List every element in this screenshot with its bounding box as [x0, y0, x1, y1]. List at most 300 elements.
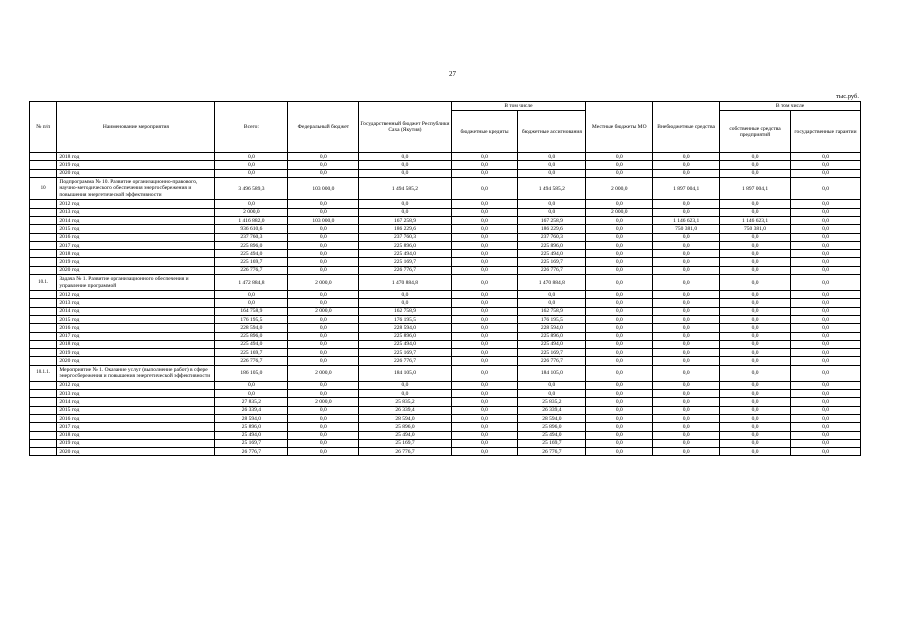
table-row: [30, 381, 861, 389]
row-number: [30, 258, 57, 266]
row-number: [30, 266, 57, 274]
row-value: 0,0: [586, 291, 653, 299]
row-value: 0,0: [791, 340, 861, 348]
row-name: 2013 год: [57, 299, 215, 307]
table-row: [30, 365, 861, 381]
row-value: 0,0: [518, 299, 586, 307]
row-value: 0,0: [720, 324, 791, 332]
row-name: 2016 год: [57, 233, 215, 241]
row-value: 0,0: [791, 216, 861, 224]
row-value: 0,0: [451, 398, 518, 406]
row-value: 0,0: [586, 307, 653, 315]
row-value: 186 229,6: [359, 225, 451, 233]
row-value: 0,0: [288, 340, 359, 348]
row-value: 0,0: [653, 233, 720, 241]
table-row: [30, 250, 861, 258]
header-guarantees: государственные гарантии: [791, 111, 861, 153]
row-value: 0,0: [791, 208, 861, 216]
row-value: 0,0: [586, 365, 653, 381]
row-value: 0,0: [215, 291, 288, 299]
table-row: [30, 315, 861, 323]
row-value: 226 776,7: [359, 357, 451, 365]
row-number: [30, 332, 57, 340]
row-value: 0,0: [518, 381, 586, 389]
row-value: 0,0: [288, 208, 359, 216]
row-value: 0,0: [451, 291, 518, 299]
row-value: 0,0: [653, 275, 720, 291]
row-value: 0,0: [653, 258, 720, 266]
row-value: 0,0: [586, 448, 653, 456]
row-value: 2 000,0: [586, 177, 653, 200]
row-value: 0,0: [653, 250, 720, 258]
row-value: 0,0: [288, 153, 359, 161]
row-value: 228 594,0: [518, 324, 586, 332]
row-value: 0,0: [653, 381, 720, 389]
row-value: 0,0: [586, 153, 653, 161]
row-value: 0,0: [586, 357, 653, 365]
row-number: [30, 448, 57, 456]
row-value: 0,0: [720, 340, 791, 348]
header-federal: Федеральный бюджет: [288, 102, 359, 153]
row-value: 0,0: [288, 332, 359, 340]
row-value: 0,0: [720, 233, 791, 241]
header-own: собственные средства предприятий: [720, 111, 791, 153]
row-value: 0,0: [518, 291, 586, 299]
row-value: 0,0: [518, 200, 586, 208]
row-number: [30, 324, 57, 332]
row-value: 25 835,2: [359, 398, 451, 406]
row-name: 2015 год: [57, 406, 215, 414]
header-local: Местные бюджеты МО: [586, 102, 653, 153]
row-value: 0,0: [791, 200, 861, 208]
row-value: 0,0: [653, 423, 720, 431]
row-value: 0,0: [791, 439, 861, 447]
row-value: 225 896,0: [518, 332, 586, 340]
row-value: 0,0: [451, 299, 518, 307]
row-value: 167 258,9: [518, 216, 586, 224]
row-value: 0,0: [586, 431, 653, 439]
unit-label: тыс.руб.: [836, 93, 859, 100]
table-row: [30, 398, 861, 406]
row-value: 0,0: [288, 299, 359, 307]
row-value: 0,0: [791, 414, 861, 422]
row-name: Задача № 1. Развитие организационного обеспечения и управление программой: [57, 275, 215, 291]
table-row: [30, 208, 861, 216]
row-value: 1 146 623,1: [653, 216, 720, 224]
row-value: 0,0: [653, 315, 720, 323]
row-value: 0,0: [451, 390, 518, 398]
row-value: 0,0: [720, 365, 791, 381]
row-value: 0,0: [720, 307, 791, 315]
row-value: 0,0: [653, 332, 720, 340]
row-value: 0,0: [720, 414, 791, 422]
row-name: 2015 год: [57, 225, 215, 233]
row-name: 2016 год: [57, 324, 215, 332]
row-value: 0,0: [720, 357, 791, 365]
row-number: [30, 307, 57, 315]
row-value: 0,0: [518, 390, 586, 398]
row-value: 0,0: [720, 448, 791, 456]
row-value: 0,0: [720, 208, 791, 216]
row-value: 0,0: [720, 431, 791, 439]
row-value: 0,0: [720, 161, 791, 169]
row-value: 0,0: [586, 340, 653, 348]
table-row: [30, 216, 861, 224]
row-value: 750 381,0: [653, 225, 720, 233]
row-value: 0,0: [518, 169, 586, 177]
row-value: 0,0: [653, 365, 720, 381]
row-value: 0,0: [586, 332, 653, 340]
row-name: 2018 год: [57, 340, 215, 348]
row-value: 0,0: [586, 315, 653, 323]
row-value: 28 594,0: [518, 414, 586, 422]
row-value: 0,0: [586, 169, 653, 177]
row-value: 2 000,0: [288, 307, 359, 315]
row-value: 0,0: [288, 406, 359, 414]
row-value: 0,0: [451, 241, 518, 249]
row-number: [30, 225, 57, 233]
row-value: 0,0: [653, 414, 720, 422]
header-name: Наименование мероприятия: [57, 102, 215, 153]
row-value: 0,0: [451, 324, 518, 332]
row-value: 0,0: [586, 161, 653, 169]
row-value: 0,0: [359, 161, 451, 169]
row-number: 10.1.1.: [30, 365, 57, 381]
row-value: 0,0: [791, 266, 861, 274]
row-value: 0,0: [720, 169, 791, 177]
row-number: [30, 349, 57, 357]
row-value: 0,0: [288, 241, 359, 249]
row-value: 0,0: [451, 208, 518, 216]
row-value: 0,0: [215, 153, 288, 161]
row-value: 2 000,0: [288, 275, 359, 291]
row-value: 0,0: [653, 208, 720, 216]
row-value: 226 776,7: [518, 357, 586, 365]
row-name: 2014 год: [57, 216, 215, 224]
row-value: 0,0: [720, 439, 791, 447]
row-value: 0,0: [288, 161, 359, 169]
row-value: 225 169,7: [359, 258, 451, 266]
table-row: [30, 340, 861, 348]
row-value: 0,0: [451, 357, 518, 365]
row-value: 0,0: [359, 200, 451, 208]
row-value: 0,0: [653, 153, 720, 161]
row-value: 0,0: [451, 381, 518, 389]
row-value: 0,0: [215, 299, 288, 307]
row-number: [30, 390, 57, 398]
row-value: 0,0: [791, 233, 861, 241]
row-value: 0,0: [288, 357, 359, 365]
row-value: 0,0: [720, 258, 791, 266]
row-number: [30, 233, 57, 241]
row-value: 2 000,0: [215, 208, 288, 216]
row-value: 0,0: [586, 266, 653, 274]
table-row: [30, 423, 861, 431]
row-value: 26 776,7: [359, 448, 451, 456]
table-row: [30, 225, 861, 233]
row-number: [30, 200, 57, 208]
row-value: 0,0: [451, 406, 518, 414]
row-value: 0,0: [359, 169, 451, 177]
row-name: 2013 год: [57, 390, 215, 398]
row-value: 0,0: [720, 275, 791, 291]
row-value: 28 594,0: [215, 414, 288, 422]
table-row: [30, 357, 861, 365]
row-value: 162 758,9: [518, 307, 586, 315]
row-value: 0,0: [653, 439, 720, 447]
row-name: Подпрограмма № 10. Развитие организационно-правового, научно-методического обеспечения энергосбережения и повышения энергетической эффективности: [57, 177, 215, 200]
row-value: 0,0: [451, 177, 518, 200]
row-value: 0,0: [720, 153, 791, 161]
row-name: 2012 год: [57, 200, 215, 208]
table-row: [30, 177, 861, 200]
row-value: 26 339,4: [215, 406, 288, 414]
row-name: 2018 год: [57, 250, 215, 258]
row-value: 0,0: [653, 406, 720, 414]
row-name: 2020 год: [57, 357, 215, 365]
row-value: 0,0: [586, 349, 653, 357]
row-value: 0,0: [791, 390, 861, 398]
row-value: 0,0: [451, 439, 518, 447]
row-number: [30, 414, 57, 422]
row-value: 0,0: [451, 161, 518, 169]
row-value: 103 000,0: [288, 177, 359, 200]
row-value: 225 169,7: [359, 349, 451, 357]
row-number: 10.1.: [30, 275, 57, 291]
row-value: 0,0: [791, 365, 861, 381]
row-value: 103 000,0: [288, 216, 359, 224]
row-value: 0,0: [288, 423, 359, 431]
row-value: 0,0: [288, 225, 359, 233]
row-value: 0,0: [586, 275, 653, 291]
row-value: 0,0: [359, 208, 451, 216]
row-value: 0,0: [653, 307, 720, 315]
row-value: 1 494 585,2: [359, 177, 451, 200]
row-number: [30, 161, 57, 169]
row-value: 25 169,7: [215, 439, 288, 447]
row-value: 0,0: [791, 153, 861, 161]
row-value: 0,0: [720, 406, 791, 414]
row-value: 0,0: [359, 153, 451, 161]
row-value: 225 494,0: [359, 340, 451, 348]
row-number: 10: [30, 177, 57, 200]
table-row: [30, 266, 861, 274]
row-value: 0,0: [451, 258, 518, 266]
row-value: 0,0: [586, 258, 653, 266]
table-row: [30, 275, 861, 291]
row-value: 0,0: [653, 200, 720, 208]
table-row: [30, 258, 861, 266]
row-number: [30, 291, 57, 299]
row-value: 0,0: [720, 381, 791, 389]
row-name: 2012 год: [57, 291, 215, 299]
row-value: 1 897 004,1: [653, 177, 720, 200]
row-value: 225 494,0: [215, 250, 288, 258]
row-number: [30, 241, 57, 249]
row-value: 25 835,2: [518, 398, 586, 406]
row-value: 0,0: [720, 266, 791, 274]
header-state: Государственный бюджет Республики Саха (Якутия): [359, 102, 451, 153]
row-value: 0,0: [518, 208, 586, 216]
row-value: 0,0: [451, 332, 518, 340]
row-value: 237 760,3: [359, 233, 451, 241]
row-value: 25 494,0: [518, 431, 586, 439]
header-in-that-number-2: В том числе: [720, 102, 861, 111]
row-value: 225 169,7: [518, 258, 586, 266]
row-value: 0,0: [653, 398, 720, 406]
row-value: 184 105,0: [518, 365, 586, 381]
row-value: 0,0: [451, 225, 518, 233]
row-value: 1 416 882,0: [215, 216, 288, 224]
row-value: 176 195,5: [359, 315, 451, 323]
row-value: 0,0: [791, 349, 861, 357]
row-value: 0,0: [288, 431, 359, 439]
row-value: 225 494,0: [518, 250, 586, 258]
row-value: 0,0: [586, 241, 653, 249]
row-value: 25 896,0: [359, 423, 451, 431]
row-value: 2 000,0: [288, 365, 359, 381]
row-value: 1 146 623,1: [720, 216, 791, 224]
table-row: [30, 307, 861, 315]
row-value: 0,0: [791, 357, 861, 365]
row-value: 0,0: [586, 200, 653, 208]
row-name: 2014 год: [57, 307, 215, 315]
row-name: Мероприятие № 1. Оказание услуг (выполнение работ) в сфере энергосбережения и повышения энергетической эффективности: [57, 365, 215, 381]
row-value: 0,0: [288, 390, 359, 398]
row-value: 0,0: [720, 349, 791, 357]
table-row: [30, 299, 861, 307]
table-row: [30, 349, 861, 357]
row-value: 0,0: [451, 169, 518, 177]
row-value: 0,0: [586, 439, 653, 447]
row-value: 25 896,0: [518, 423, 586, 431]
table-row: [30, 169, 861, 177]
row-name: 2015 год: [57, 315, 215, 323]
row-value: 0,0: [791, 448, 861, 456]
row-value: 0,0: [720, 200, 791, 208]
row-value: 0,0: [215, 161, 288, 169]
table-row: [30, 324, 861, 332]
row-value: 0,0: [586, 381, 653, 389]
row-value: 226 776,7: [359, 266, 451, 274]
row-value: 0,0: [791, 225, 861, 233]
row-value: 0,0: [215, 390, 288, 398]
row-value: 0,0: [451, 216, 518, 224]
row-value: 0,0: [288, 414, 359, 422]
row-value: 0,0: [586, 390, 653, 398]
table-row: [30, 448, 861, 456]
row-name: 2018 год: [57, 431, 215, 439]
row-value: 0,0: [288, 266, 359, 274]
row-name: 2019 год: [57, 439, 215, 447]
row-value: 26 339,4: [518, 406, 586, 414]
row-value: 167 258,9: [359, 216, 451, 224]
row-number: [30, 381, 57, 389]
table-row: [30, 414, 861, 422]
row-value: 0,0: [288, 439, 359, 447]
row-value: 0,0: [215, 169, 288, 177]
row-value: 176 195,5: [518, 315, 586, 323]
row-value: 0,0: [288, 200, 359, 208]
row-value: 1 470 884,8: [518, 275, 586, 291]
row-number: [30, 250, 57, 258]
row-value: 0,0: [720, 241, 791, 249]
row-name: 2016 год: [57, 414, 215, 422]
table-row: [30, 390, 861, 398]
page-number: 27: [449, 70, 456, 78]
row-value: 0,0: [720, 299, 791, 307]
row-value: 0,0: [359, 291, 451, 299]
row-value: 225 896,0: [359, 241, 451, 249]
row-value: 0,0: [653, 266, 720, 274]
row-value: 1 897 004,1: [720, 177, 791, 200]
row-value: 25 494,0: [215, 431, 288, 439]
row-value: 0,0: [586, 423, 653, 431]
row-name: 2014 год: [57, 398, 215, 406]
row-value: 0,0: [653, 340, 720, 348]
row-value: 0,0: [791, 398, 861, 406]
row-value: 0,0: [288, 250, 359, 258]
row-name: 2013 год: [57, 208, 215, 216]
row-value: 0,0: [359, 390, 451, 398]
table-row: [30, 431, 861, 439]
row-value: 0,0: [791, 324, 861, 332]
row-value: 0,0: [653, 299, 720, 307]
row-number: [30, 340, 57, 348]
row-value: 0,0: [586, 406, 653, 414]
row-value: 0,0: [791, 161, 861, 169]
row-value: 0,0: [791, 315, 861, 323]
row-value: 226 776,7: [518, 266, 586, 274]
row-value: 25 169,7: [518, 439, 586, 447]
table-body: [30, 153, 861, 456]
row-name: 2019 год: [57, 349, 215, 357]
row-value: 186 229,6: [518, 225, 586, 233]
row-name: 2017 год: [57, 332, 215, 340]
row-number: [30, 431, 57, 439]
row-number: [30, 398, 57, 406]
row-value: 0,0: [288, 169, 359, 177]
row-name: 2012 год: [57, 381, 215, 389]
row-value: 0,0: [720, 291, 791, 299]
row-value: 0,0: [791, 307, 861, 315]
row-value: 0,0: [451, 307, 518, 315]
table-row: [30, 241, 861, 249]
row-value: 26 339,4: [359, 406, 451, 414]
row-value: 0,0: [451, 153, 518, 161]
row-value: 0,0: [288, 448, 359, 456]
row-value: 0,0: [653, 169, 720, 177]
row-value: 0,0: [451, 275, 518, 291]
row-value: 225 169,7: [215, 258, 288, 266]
row-value: 26 776,7: [215, 448, 288, 456]
row-value: 225 169,7: [215, 349, 288, 357]
row-value: 228 594,0: [359, 324, 451, 332]
header-in-that-number: В том числе: [451, 102, 586, 111]
row-value: 25 896,0: [215, 423, 288, 431]
row-value: 0,0: [586, 414, 653, 422]
header-extra: Внебюджетные средства: [653, 102, 720, 153]
table-row: [30, 200, 861, 208]
row-value: 0,0: [288, 324, 359, 332]
row-value: 0,0: [359, 299, 451, 307]
row-value: 1 472 884,8: [215, 275, 288, 291]
row-value: 0,0: [288, 381, 359, 389]
row-value: 0,0: [586, 398, 653, 406]
row-value: 0,0: [653, 357, 720, 365]
row-value: 0,0: [720, 398, 791, 406]
row-value: 186 105,0: [215, 365, 288, 381]
